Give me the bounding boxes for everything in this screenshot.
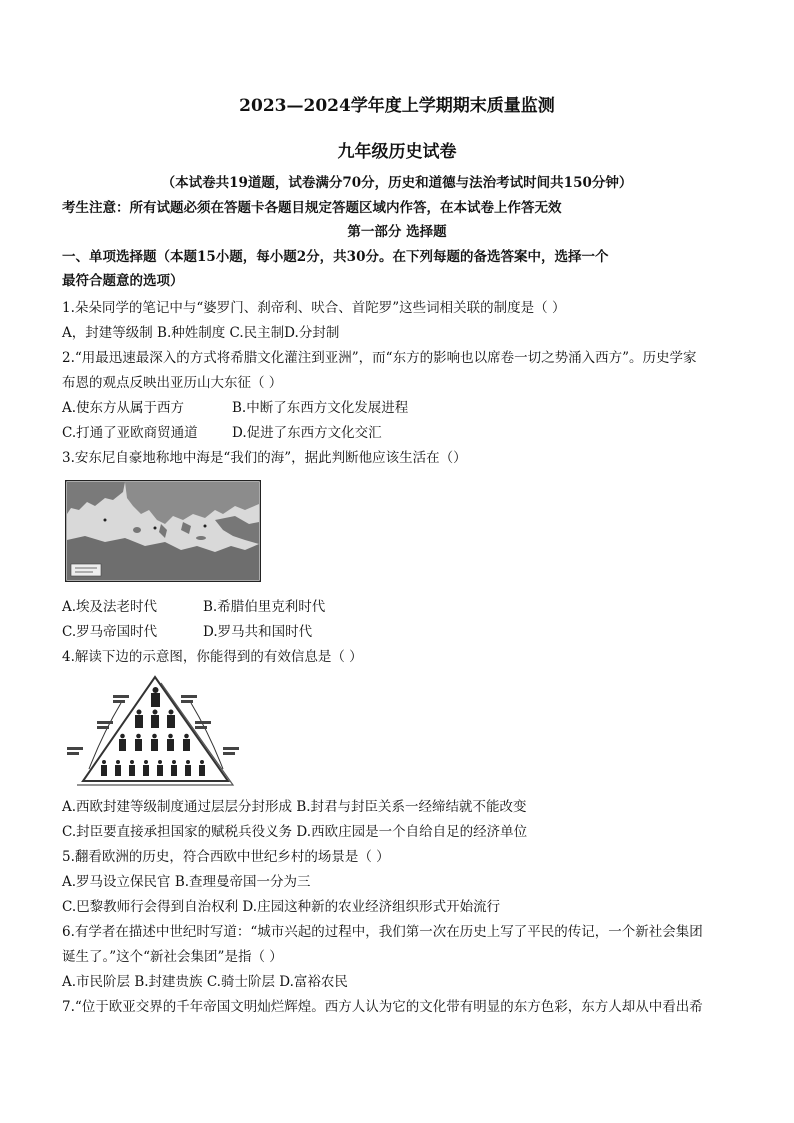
q4-options-cd: C.封臣要直接承担国家的赋税兵役义务 D.西欧庄园是一个自给自足的经济单位 bbox=[62, 824, 528, 840]
exam-info: （本试卷共19道题，试卷满分70分，历史和道德与法治考试时间共150分钟） bbox=[161, 175, 633, 191]
q3-stem: 3.安东尼自豪地称地中海是“我们的海”，据此判断他应该生活在（） bbox=[62, 450, 467, 466]
exam-notice: 考生注意：所有试题必须在答题卡各题目规定答题区域内作答，在本试卷上作答无效 bbox=[62, 200, 562, 216]
q4-options-ab: A.西欧封建等级制度通过层层分封形成 B.封君与封臣关系一经缔结就不能改变 bbox=[62, 799, 527, 815]
q5-options-ab: A.罗马设立保民官 B.查理曼帝国一分为三 bbox=[62, 874, 311, 890]
q2-option-b: B.中断了东西方文化发展进程 bbox=[232, 400, 409, 416]
q4-stem: 4.解读下边的示意图，你能得到的有效信息是（ ） bbox=[62, 649, 363, 665]
q1-stem: 1.朵朵同学的笔记中与“婆罗门、刹帝利、吠合、首陀罗”这些词相关联的制度是（ ） bbox=[62, 300, 566, 316]
q2-stem-line2: 布恩的观点反映出亚历山大东征（ ） bbox=[62, 375, 283, 391]
q3-option-d: D.罗马共和国时代 bbox=[203, 624, 313, 640]
q3-option-a: A.埃及法老时代 bbox=[62, 599, 158, 615]
q2-option-a: A.使东方从属于西方 bbox=[62, 400, 185, 416]
q5-stem: 5.翻看欧洲的历史，符合西欧中世纪乡村的场景是（ ） bbox=[62, 849, 390, 865]
section-heading-line1: 一、单项选择题（本题15小题，每小题2分，共30分。在下列每题的备选答案中，选择一个 bbox=[62, 249, 609, 265]
q6-stem-line1: 6.有学者在描述中世纪时写道：“城市兴起的过程中，我们第一次在历史上写了平民的传记，一个新社会集团 bbox=[62, 924, 703, 940]
part-heading: 第一部分 选择题 bbox=[347, 224, 447, 240]
q3-option-c: C.罗马帝国时代 bbox=[62, 624, 158, 640]
q1-options: A，封建等级制 B.种姓制度 C.民主制D.分封制 bbox=[62, 325, 340, 341]
exam-subtitle: 九年级历史试卷 bbox=[337, 142, 457, 162]
exam-title: 2023—2024学年度上学期期末质量监测 bbox=[239, 96, 555, 116]
q3-option-b: B.希腊伯里克利时代 bbox=[203, 599, 326, 615]
q2-option-c: C.打通了亚欧商贸通道 bbox=[62, 425, 198, 441]
q2-stem-line1: 2.“用最迅速最深入的方式将希腊文化灌注到亚洲”，而“东方的影响也以席卷一切之势涌入西方”。历史学家 bbox=[62, 350, 697, 366]
feudal-hierarchy-diagram bbox=[63, 673, 248, 795]
q7-stem: 7.“位于欧亚交界的千年帝国文明灿烂辉煌。西方人认为它的文化带有明显的东方色彩，东方人却从中看出希 bbox=[62, 999, 703, 1015]
q5-options-cd: C.巴黎教师行会得到自治权利 D.庄园这种新的农业经济组织形式开始流行 bbox=[62, 899, 501, 915]
mediterranean-map-image bbox=[65, 480, 261, 586]
q2-option-d: D.促进了东西方文化交汇 bbox=[232, 425, 382, 441]
section-heading-line2: 最符合题意的选项） bbox=[62, 273, 184, 289]
q6-options: A.市民阶层 B.封建贵族 C.骑士阶层 D.富裕农民 bbox=[62, 974, 348, 990]
q6-stem-line2: 诞生了。”这个“新社会集团”是指（ ） bbox=[62, 949, 283, 965]
